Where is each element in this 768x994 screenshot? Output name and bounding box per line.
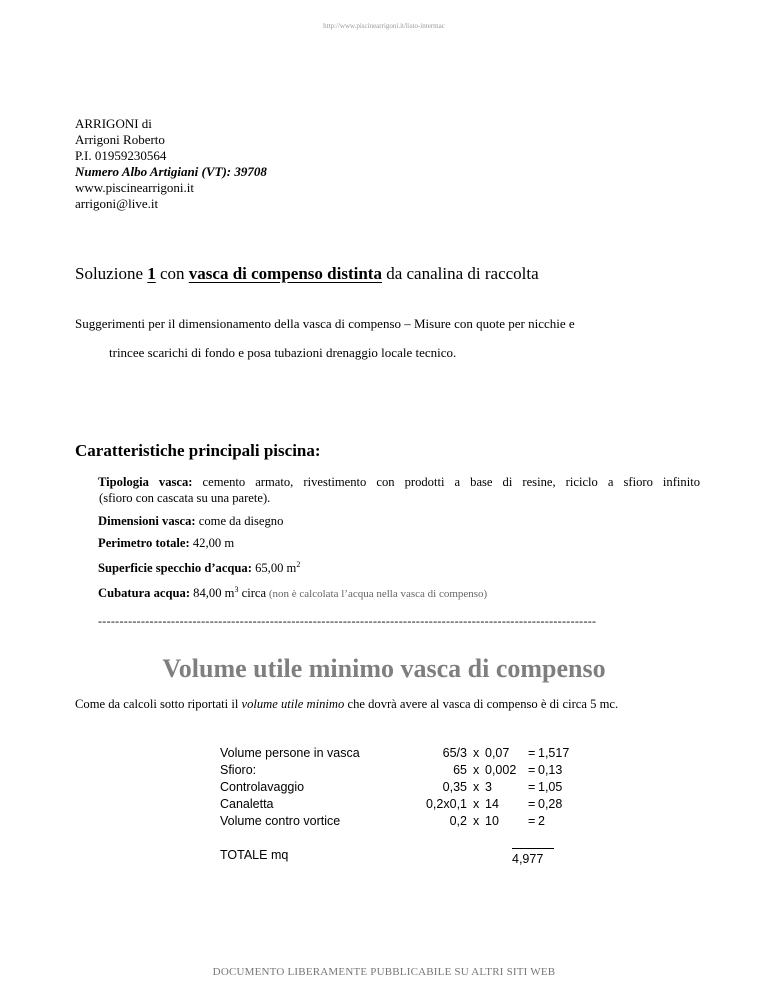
header-url: http://www.piscinearrigoni.it/listo-intermac	[323, 22, 445, 30]
calc-result: 0,28	[538, 797, 563, 811]
sender-block	[75, 116, 267, 212]
calc-times: x	[473, 797, 480, 811]
sender-line-vat: P.I. 01959230564	[75, 148, 167, 163]
prop-dimensioni	[98, 513, 700, 529]
solution-heading-emphasis: vasca di compenso distinta	[188, 264, 382, 283]
calc-operand: 65	[453, 763, 467, 777]
sender-line-website: www.piscinearrigoni.it	[75, 180, 195, 195]
solution-heading-part3: da canalina di raccolta	[381, 264, 539, 283]
calc-result: 0,13	[538, 763, 563, 777]
footer-note: DOCUMENTO LIBERAMENTE PUBBLICABILE SU ALTRI SITI WEB	[212, 966, 556, 978]
prop-tipologia-cont: (sfioro con cascata su una parete).	[99, 491, 271, 505]
sender-line-registry: Numero Albo Artigiani (VT): 39708	[75, 164, 267, 179]
calc-equals: =	[528, 797, 536, 811]
calc-factor: 10	[485, 814, 499, 828]
calc-label: Volume persone in vasca	[220, 746, 360, 760]
intro-line-1: Suggerimenti per il dimensionamento della vasca di compenso – Misure con quote per nicchie e	[75, 316, 575, 331]
prop-cubatura-exp: 3	[234, 585, 239, 594]
dashed-separator: --------------------------------------------------------------------------------------------------------------------	[98, 614, 597, 628]
total-rule	[512, 848, 554, 849]
calc-operand: 0,35	[442, 780, 467, 794]
pool-features-heading: Caratteristiche principali piscina:	[75, 441, 321, 460]
prop-perimetro	[98, 535, 700, 551]
calc-result: 2	[538, 814, 545, 828]
calc-label: Volume contro vortice	[220, 814, 341, 828]
pool-features-list	[98, 474, 700, 608]
prop-cubatura-value: 84,00 m	[190, 586, 235, 600]
volume-title: Volume utile minimo vasca di compenso	[162, 654, 606, 683]
prop-tipologia	[98, 474, 700, 490]
prop-cubatura-label: Cubatura acqua:	[98, 586, 191, 600]
prop-cubatura-note: (non è calcolata l’acqua nella vasca di compenso)	[266, 588, 488, 600]
solution-heading-part2: con	[155, 264, 189, 283]
calc-factor: 0,07	[485, 746, 510, 760]
calc-factor: 14	[485, 797, 499, 811]
prop-dimensioni-value: come da disegno	[195, 514, 284, 528]
calc-equals: =	[528, 763, 536, 777]
sender-line-email: arrigoni@live.it	[75, 196, 159, 211]
calc-result: 1,05	[538, 780, 563, 794]
total-label: TOTALE mq	[220, 848, 289, 862]
calc-label: Canaletta	[220, 797, 274, 811]
prop-superficie-label: Superficie specchio d’acqua:	[98, 561, 252, 575]
solution-heading-part1: Soluzione	[75, 264, 148, 283]
calc-equals: =	[528, 746, 536, 760]
volume-intro-part1: Come da calcoli sotto riportati il	[75, 697, 242, 711]
calc-factor: 0,002	[485, 763, 517, 777]
calc-label: Controlavaggio	[220, 780, 305, 794]
prop-superficie-exp: 2	[296, 560, 301, 569]
calc-result: 1,517	[538, 746, 570, 760]
intro-line-2: trincee scarichi di fondo e posa tubazioni drenaggio locale tecnico.	[109, 345, 457, 360]
prop-superficie-value: 65,00 m	[251, 561, 297, 575]
calc-equals: =	[528, 814, 536, 828]
calc-times: x	[473, 763, 480, 777]
calc-operand: 65/3	[442, 746, 467, 760]
volume-intro	[75, 697, 618, 712]
sender-line-owner: Arrigoni Roberto	[75, 132, 165, 147]
prop-superficie	[98, 557, 700, 576]
calc-operand: 0,2	[449, 814, 467, 828]
calc-times: x	[473, 814, 480, 828]
prop-tipologia-value: cemento armato, rivestimento con prodotti a base di resine, riciclo a sfioro infinito	[192, 475, 700, 489]
intro-paragraph	[75, 316, 575, 361]
calc-factor: 3	[485, 780, 492, 794]
sender-line-company: ARRIGONI di	[75, 116, 152, 131]
prop-tipologia-label: Tipologia vasca:	[98, 475, 193, 489]
calc-times: x	[473, 780, 480, 794]
calc-equals: =	[528, 780, 536, 794]
prop-perimetro-value: 42,00 m	[189, 536, 235, 550]
prop-dimensioni-label: Dimensioni vasca:	[98, 514, 196, 528]
prop-cubatura-circa: circa	[238, 586, 267, 600]
volume-intro-italic: volume utile minimo	[241, 697, 345, 711]
solution-heading	[75, 264, 539, 284]
calc-operand: 0,2x0,1	[425, 797, 467, 811]
prop-cubatura	[98, 582, 700, 602]
prop-perimetro-label: Perimetro totale:	[98, 536, 190, 550]
volume-intro-part2: che dovrà avere al vasca di compenso è di circa 5 mc.	[344, 697, 619, 711]
calc-label: Sfioro:	[220, 763, 257, 777]
calc-times: x	[473, 746, 480, 760]
total-value: 4,977	[512, 852, 544, 866]
solution-number: 1	[147, 264, 156, 283]
